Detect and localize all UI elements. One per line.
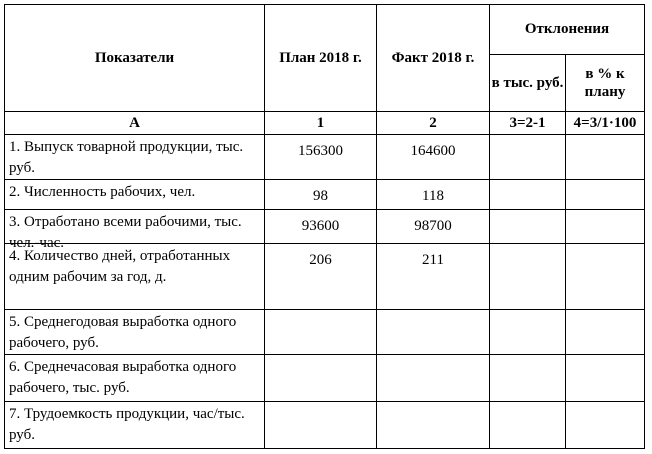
row-name-cell: [5, 210, 265, 251]
row-name: 3. Отработано всеми рабочими, тыс. чел.-час.: [9, 214, 242, 251]
dev-abs-value: [490, 355, 566, 402]
fact-value: 211: [377, 244, 490, 310]
table-row: [5, 210, 645, 244]
dev-pct-value: [566, 244, 645, 310]
dev-abs-value: [490, 244, 566, 310]
table-row: [5, 355, 645, 402]
table-row: [5, 310, 645, 355]
dev-abs-value: [490, 180, 566, 210]
header-fact: Факт 2018 г.: [377, 5, 490, 112]
row-name: 1. Выпуск товарной продукции, тыс. руб.: [5, 135, 265, 180]
dev-abs-value: [490, 135, 566, 180]
row-name: 5. Среднегодовая выработка одного рабочего, руб.: [5, 310, 265, 355]
dev-pct-value: [566, 402, 645, 449]
header-deviations: Отклонения: [490, 5, 645, 55]
fact-value: [377, 355, 490, 402]
plan-value: 206: [265, 244, 377, 310]
row-name: 7. Трудоемкость продукции, час/тыс. руб.: [5, 402, 265, 449]
dev-abs-value: [490, 210, 566, 244]
plan-value: [265, 355, 377, 402]
dev-pct-value: [566, 310, 645, 355]
code-cell: 4=3/1·100: [566, 112, 645, 135]
dev-pct-value: [566, 210, 645, 244]
row-name: 4. Количество дней, отработанных одним рабочим за год, д.: [5, 244, 265, 310]
fact-value: 118: [377, 180, 490, 210]
code-cell: 1: [265, 112, 377, 135]
dev-abs-value: [490, 310, 566, 355]
header-dev-thousand: в тыс. руб.: [490, 55, 566, 112]
dev-pct-value: [566, 135, 645, 180]
code-cell: 3=2-1: [490, 112, 566, 135]
fact-value: [377, 402, 490, 449]
fact-value: 98700: [377, 210, 490, 244]
row-name: 6. Среднечасовая выработка одного рабочего, тыс. руб.: [5, 355, 265, 402]
plan-value: 156300: [265, 135, 377, 180]
plan-value: 98: [265, 180, 377, 210]
table-row: [5, 135, 645, 180]
table-row: [5, 180, 645, 210]
table-row: [5, 402, 645, 449]
dev-pct-value: [566, 180, 645, 210]
dev-abs-value: [490, 402, 566, 449]
fact-value: 164600: [377, 135, 490, 180]
code-cell: А: [5, 112, 265, 135]
indicators-table: [4, 4, 645, 449]
header-plan: План 2018 г.: [265, 5, 377, 112]
row-name: 2. Численность рабочих, чел.: [5, 180, 265, 210]
table-row: [5, 244, 645, 310]
header-dev-percent: в % к плану: [566, 55, 645, 112]
header-row: [5, 5, 645, 55]
header-indicators: Показатели: [5, 5, 265, 112]
fact-value: [377, 310, 490, 355]
plan-value: [265, 310, 377, 355]
dev-pct-value: [566, 355, 645, 402]
plan-value: 93600: [265, 210, 377, 244]
code-cell: 2: [377, 112, 490, 135]
column-codes-row: [5, 112, 645, 135]
plan-value: [265, 402, 377, 449]
